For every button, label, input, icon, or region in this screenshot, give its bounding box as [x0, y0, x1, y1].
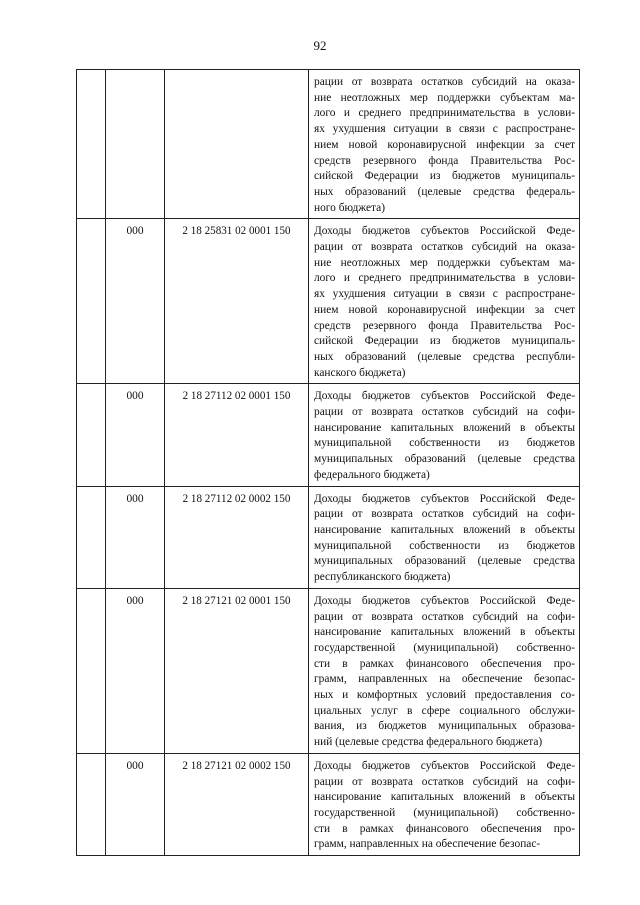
row-index-cell: [77, 486, 106, 588]
table-row: [77, 70, 580, 219]
description-cell: [309, 588, 580, 753]
description-line: сти в рамках финансового обеспечения про-: [314, 657, 575, 670]
description-line: лого и среднего предпринимательства в услови-: [314, 272, 575, 285]
description-cell: [309, 753, 580, 855]
description-cell: [309, 384, 580, 486]
row-index-cell: [77, 588, 106, 753]
description-line: рации от возврата остатков субсидий на софи-: [314, 508, 575, 521]
description-line: сти в рамках финансового обеспечения про-: [314, 822, 575, 835]
row-index-cell: [77, 753, 106, 855]
description-line: циальных услуг в сфере социального обслужи-: [314, 704, 575, 717]
description-line: вания, из бюджетов муниципальных образова-: [314, 720, 575, 733]
row-index-cell: [77, 70, 106, 219]
description-line: нием новой коронавирусной инфекции за счет: [314, 138, 575, 151]
description-line: нансирование капитальных вложений в объекты: [314, 523, 575, 536]
description-line: муниципальной собственности из бюджетов: [314, 437, 575, 450]
table-row: [77, 753, 580, 855]
table-row: [77, 219, 580, 384]
description-cell: [309, 219, 580, 384]
admin-code-cell: 000: [106, 384, 165, 486]
description-line: муниципальных образований (целевые средства: [314, 555, 575, 568]
admin-code-cell: 000: [106, 486, 165, 588]
description-line: ях ухудшения ситуации в связи с распростране-: [314, 288, 575, 301]
budget-code-cell: [165, 70, 309, 219]
description-line: рации от возврата остатков субсидий на оказа-: [314, 241, 575, 254]
admin-code-cell: [106, 70, 165, 219]
description-line: средств резервного фонда Правительства Рос-: [314, 154, 575, 167]
description-cell: [309, 486, 580, 588]
description-line: муниципальной собственности из бюджетов: [314, 539, 575, 552]
description-line: канского бюджета): [314, 366, 406, 379]
description-line: нансирование капитальных вложений в объекты: [314, 626, 575, 639]
description-line: рации от возврата остатков субсидий на оказа-: [314, 76, 575, 88]
budget-code-cell: 2 18 27112 02 0002 150: [165, 486, 309, 588]
description-line: нием новой коронавирусной инфекции за счет: [314, 303, 575, 316]
description-line: государственной (муниципальной) собственно-: [314, 806, 575, 819]
description-line: ных образований (целевые средства федераль-: [314, 185, 575, 198]
description-line: Доходы бюджетов субъектов Российской Феде-: [314, 492, 575, 505]
description-line: ях ухудшения ситуации в связи с распростране-: [314, 123, 575, 136]
table-row: [77, 384, 580, 486]
admin-code-cell: 000: [106, 219, 165, 384]
description-line: сийской Федерации из бюджетов муниципаль-: [314, 335, 575, 348]
row-index-cell: [77, 219, 106, 384]
row-index-cell: [77, 384, 106, 486]
description-line: Доходы бюджетов субъектов Российской Феде-: [314, 390, 575, 403]
description-line: Доходы бюджетов субъектов Российской Феде-: [314, 594, 575, 607]
description-line: Доходы бюджетов субъектов Российской Феде-: [314, 225, 575, 238]
description-line: грамм, направленных на обеспечение безопас-: [314, 673, 575, 686]
description-line: рации от возврата остатков субсидий на софи-: [314, 406, 575, 419]
budget-code-cell: 2 18 27121 02 0002 150: [165, 753, 309, 855]
budget-codes-table: [76, 69, 580, 856]
description-line: федерального бюджета): [314, 468, 430, 481]
budget-code-cell: 2 18 27112 02 0001 150: [165, 384, 309, 486]
table-row: [77, 486, 580, 588]
page-number: 92: [313, 38, 327, 53]
description-line: средств резервного фонда Правительства Рос-: [314, 319, 575, 332]
description-line: ний (целевые средства федерального бюджета): [314, 736, 543, 749]
description-line: рации от возврата остатков субсидий на софи-: [314, 610, 575, 623]
description-line: ного бюджета): [314, 201, 385, 214]
description-line: ние неотложных мер поддержки субъектам ма-: [314, 91, 575, 104]
description-line: лого и среднего предпринимательства в услови-: [314, 107, 575, 120]
table-row: [77, 588, 580, 753]
budget-code-cell: 2 18 27121 02 0001 150: [165, 588, 309, 753]
budget-code-cell: 2 18 25831 02 0001 150: [165, 219, 309, 384]
description-line: ных образований (целевые средства республи-: [314, 350, 575, 363]
table-body: [77, 70, 580, 856]
description-line: ных и комфортных условий предоставления со-: [314, 689, 575, 702]
description-line: нансирование капитальных вложений в объекты: [314, 421, 575, 434]
description-line: грамм, направленных на обеспечение безопас-: [314, 838, 541, 851]
admin-code-cell: 000: [106, 753, 165, 855]
description-line: рации от возврата остатков субсидий на софи-: [314, 775, 575, 788]
description-line: республиканского бюджета): [314, 571, 451, 584]
description-line: ние неотложных мер поддержки субъектам ма-: [314, 256, 575, 269]
description-line: нансирование капитальных вложений в объекты: [314, 791, 575, 804]
description-cell: [309, 70, 580, 219]
description-line: государственной (муниципальной) собственно-: [314, 641, 575, 654]
description-line: муниципальных образований (целевые средства: [314, 453, 575, 466]
description-line: сийской Федерации из бюджетов муниципаль-: [314, 170, 575, 183]
description-line: Доходы бюджетов субъектов Российской Феде-: [314, 759, 575, 772]
admin-code-cell: 000: [106, 588, 165, 753]
